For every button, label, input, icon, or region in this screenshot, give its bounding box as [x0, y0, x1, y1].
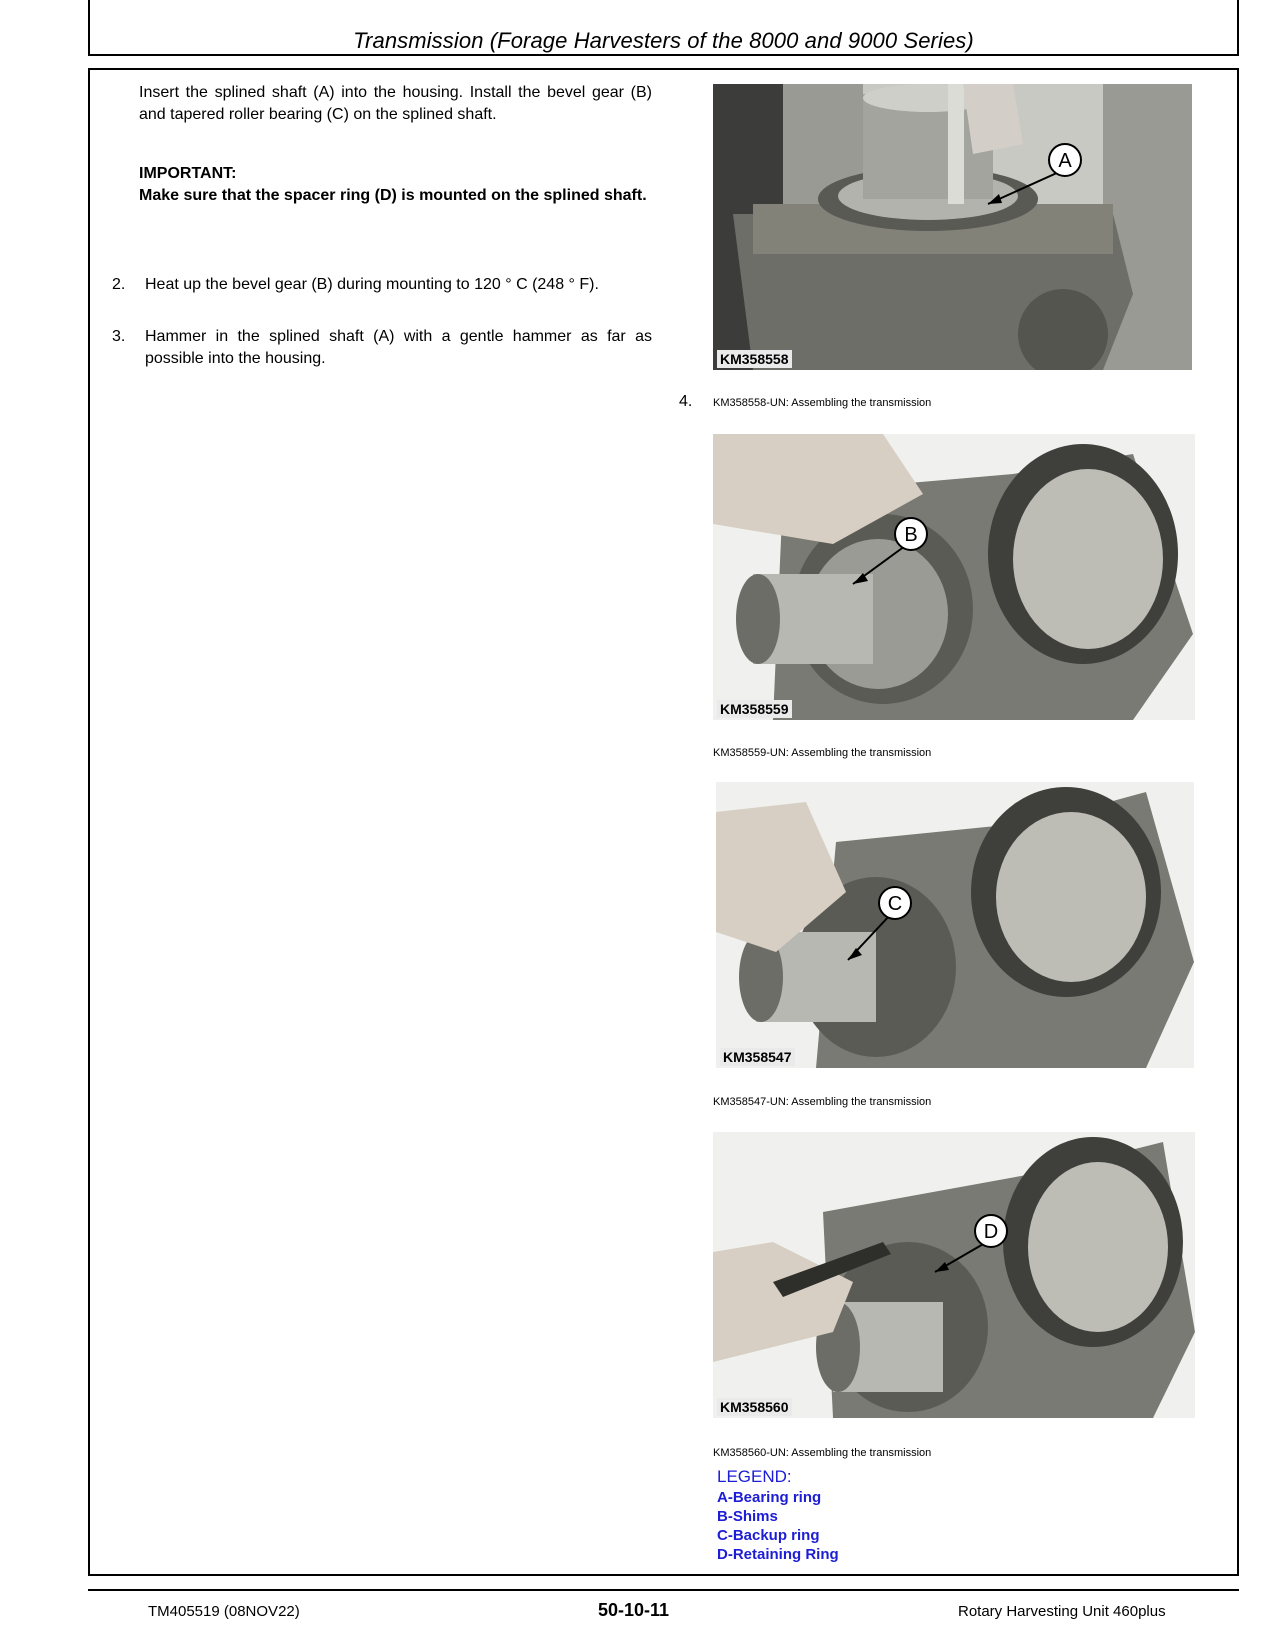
step-number: 3. — [112, 328, 126, 345]
callout-c — [716, 782, 1194, 1068]
callout-letter: C — [887, 893, 903, 915]
product-name: Rotary Harvesting Unit 460plus — [958, 1603, 1166, 1620]
step-text: Hammer in the splined shaft (A) with a gentle hammer as far as possible into the housing. — [145, 328, 652, 367]
important-text: Make sure that the spacer ring (D) is mounted on the splined shaft. — [139, 187, 647, 204]
figure-caption: KM358547-UN: Assembling the transmission — [713, 1096, 932, 1108]
document-id: TM405519 (08NOV22) — [148, 1603, 300, 1620]
step-number: 2. — [112, 276, 126, 293]
figure-caption: KM358560-UN: Assembling the transmission — [713, 1447, 932, 1459]
photo-id-label: KM358560 — [717, 1398, 792, 1416]
figure-caption: KM358558-UN: Assembling the transmission — [713, 397, 932, 409]
callout-a — [713, 84, 1192, 370]
legend-item: A-Bearing ring — [717, 1489, 822, 1506]
callout-b — [713, 434, 1195, 720]
legend-item: C-Backup ring — [717, 1527, 820, 1544]
intro-paragraph: Insert the splined shaft (A) into the housing. Install the bevel gear (B) and tapered roller bearing (C) on the splined shaft. — [139, 84, 652, 123]
photo-id-label: KM358559 — [717, 700, 792, 718]
callout-letter: A — [1058, 150, 1072, 172]
step-number: 4. — [679, 393, 693, 410]
photo-id-label: KM358547 — [720, 1048, 795, 1066]
page-title: Transmission (Forage Harvesters of the 8000 and 9000 Series) — [353, 28, 974, 53]
legend-item: B-Shims — [717, 1508, 778, 1525]
callout-letter: D — [983, 1221, 999, 1243]
photo-id-label: KM358558 — [717, 350, 792, 368]
legend-item: D-Retaining Ring — [717, 1546, 839, 1563]
legend-title: LEGEND: — [717, 1467, 792, 1486]
footer-rule — [88, 1589, 1239, 1591]
important-label: IMPORTANT: — [139, 165, 237, 182]
callout-letter: B — [904, 524, 918, 546]
callout-d — [713, 1132, 1195, 1418]
page-number: 50-10-11 — [598, 1600, 670, 1620]
step-text: Heat up the bevel gear (B) during mounting to 120 ° C (248 ° F). — [145, 276, 599, 293]
figure-caption: KM358559-UN: Assembling the transmission — [713, 747, 932, 759]
